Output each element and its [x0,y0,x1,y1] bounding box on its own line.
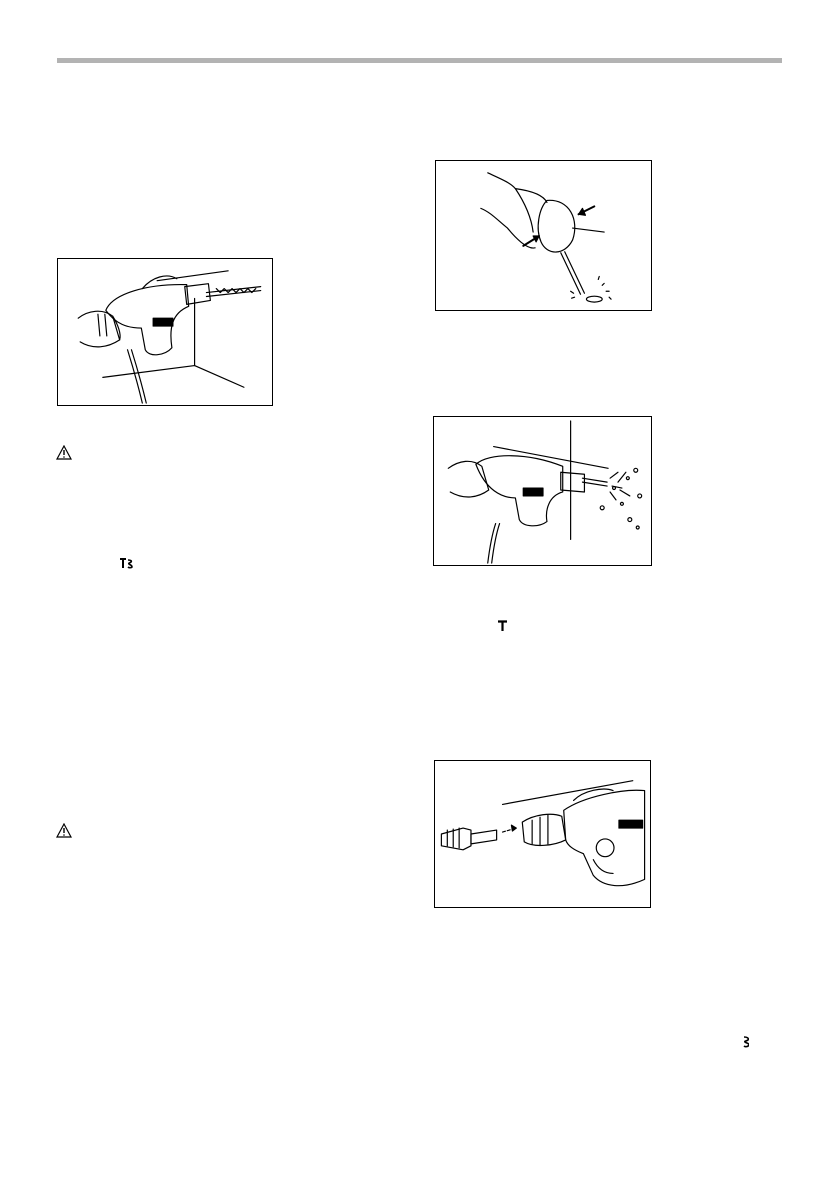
figure-hammering-only [433,416,652,566]
figure-drilling-wall [57,258,273,406]
rotation-with-hammering-icon [120,558,133,569]
warning-triangle-icon [56,445,72,460]
figure-blow-out-bulb [435,160,652,311]
figure-chuck-adapter [434,760,651,908]
hammering-only-icon [498,620,507,631]
rotation-only-icon [743,1036,749,1048]
warning-triangle-icon [56,823,72,838]
header-rule [57,58,782,63]
